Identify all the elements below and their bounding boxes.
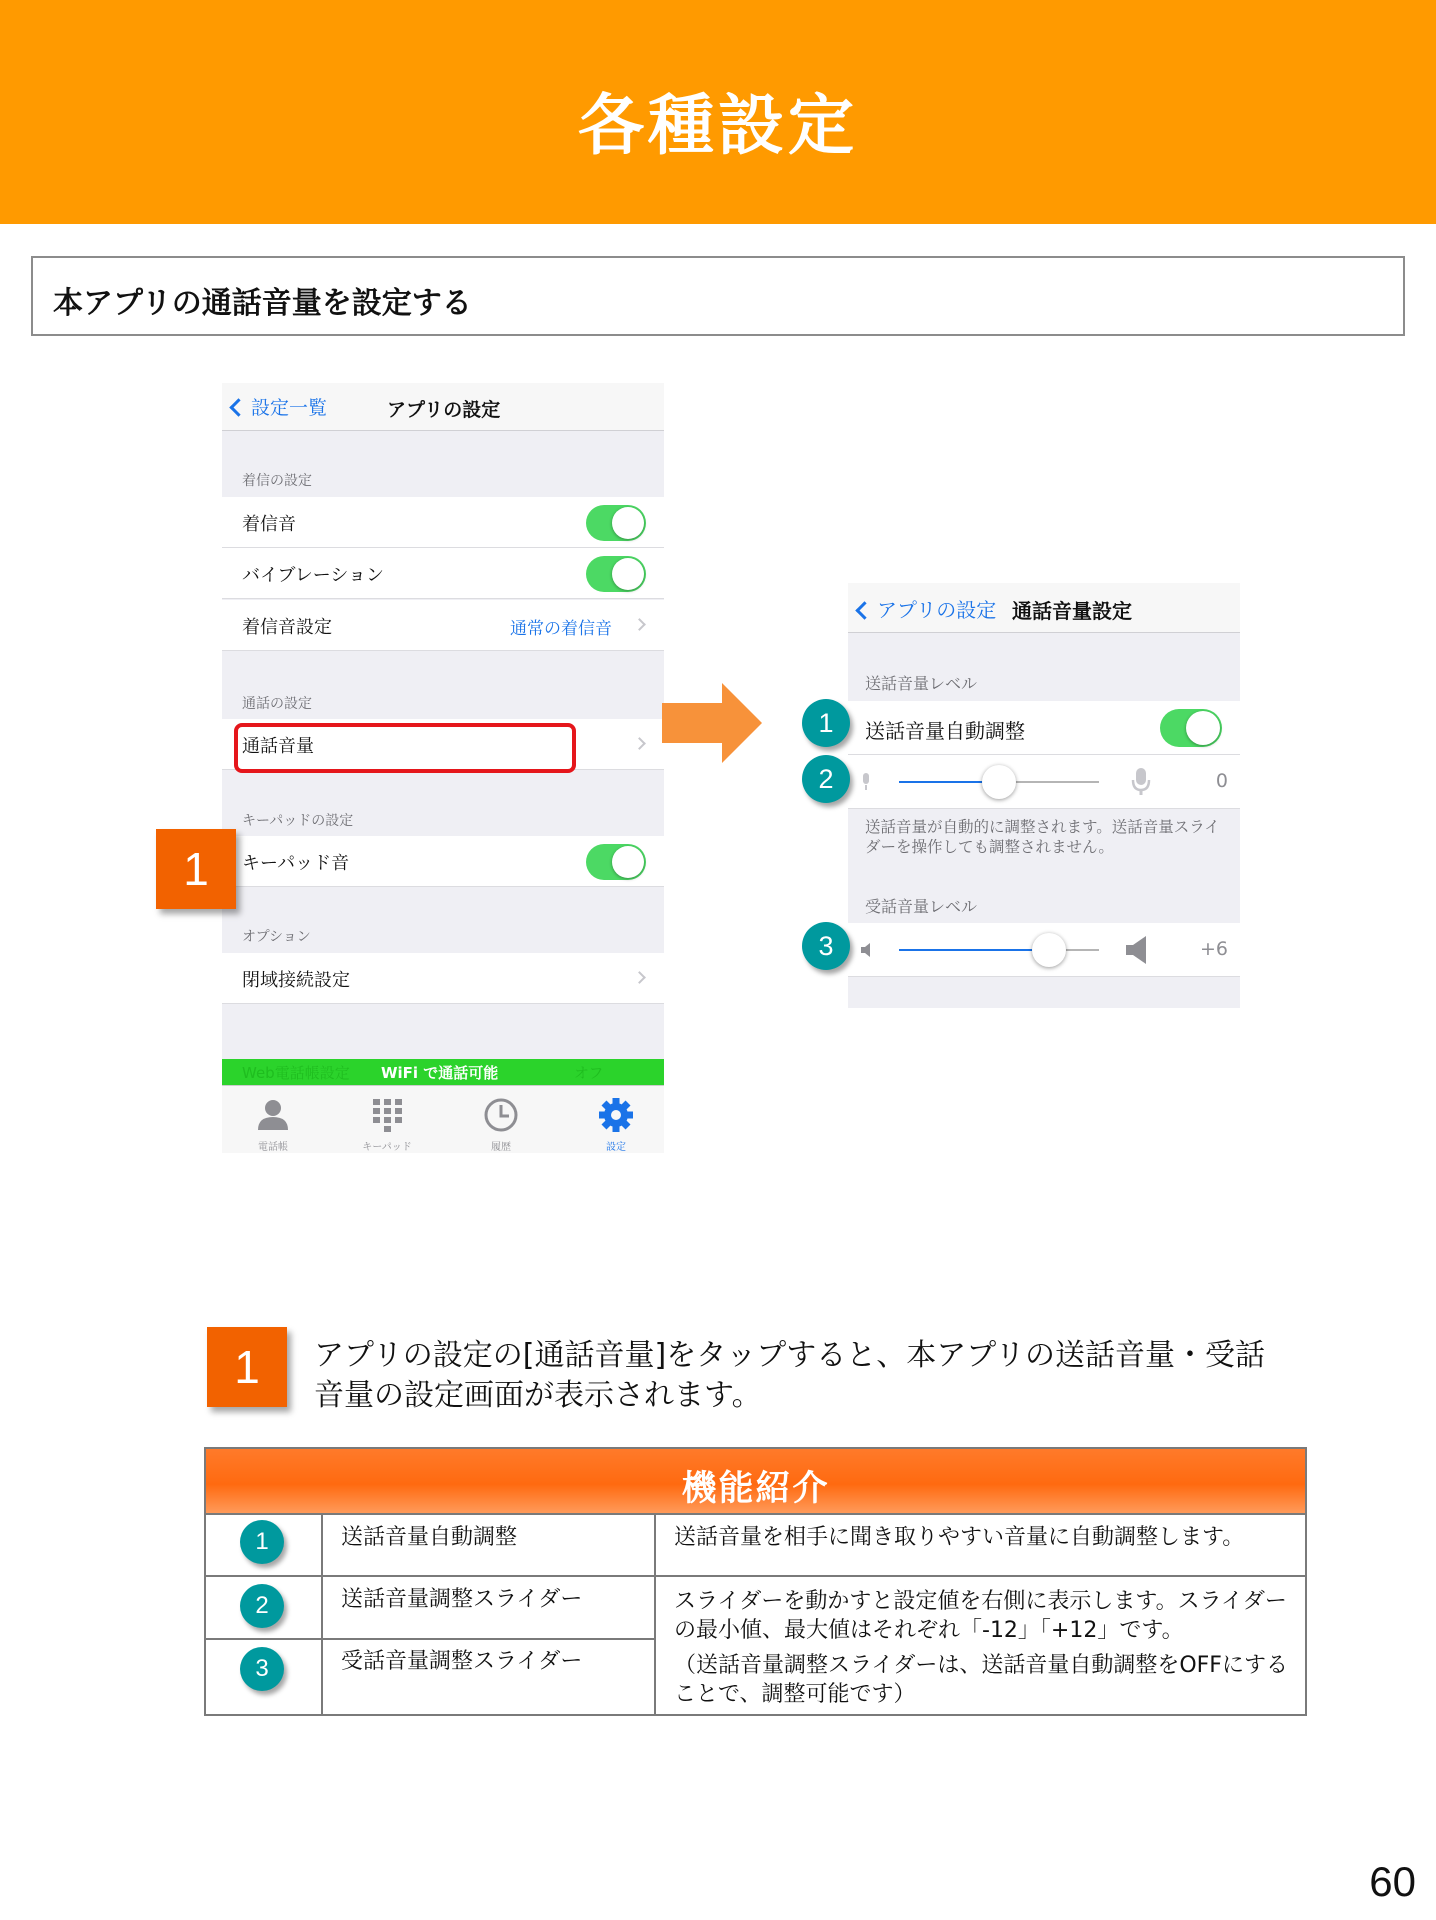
- marker-circle-2: 2: [802, 755, 850, 803]
- step-description: アプリの設定の[通話音量]をタップすると、本アプリの送話音量・受話音量の設定画面が表示されます。: [314, 1338, 1266, 1413]
- call-volume-screenshot: [848, 583, 1240, 1008]
- slider-thumb[interactable]: [1032, 933, 1066, 967]
- row-label: 通話音量: [242, 736, 314, 757]
- app-settings-screenshot: [222, 383, 664, 1153]
- tab-label: 設定: [606, 1142, 626, 1153]
- screen-title: アプリの設定: [387, 399, 501, 421]
- receive-volume-value: +6: [1199, 938, 1228, 960]
- row-label: バイブレーション: [242, 565, 385, 586]
- table-marker-3: 3: [240, 1647, 284, 1691]
- keypad-tone-toggle[interactable]: [586, 844, 646, 880]
- row-divider: [206, 1638, 654, 1640]
- row-label: 着信音設定: [242, 617, 332, 638]
- row-label: 着信音: [242, 514, 296, 535]
- toggle-knob: [612, 507, 644, 539]
- row-receive-slider: [848, 923, 1240, 977]
- group-label-call: 通話の設定: [242, 696, 312, 712]
- feature-desc: 送話音量を相手に聞き取りやすい音量に自動調整します。: [674, 1525, 1245, 1550]
- mic-small-icon: [859, 771, 873, 793]
- row-label: キーパッド音: [242, 853, 350, 874]
- auto-adjust-note: 送話音量が自動的に調整されます。送話音量スライダーを操作しても調整されません。: [865, 818, 1220, 856]
- back-button[interactable]: [232, 393, 327, 420]
- navbar: [848, 583, 1240, 633]
- send-level-label: 送話音量レベル: [865, 674, 978, 693]
- receive-level-label: 受話音量レベル: [865, 897, 978, 916]
- step-marker: 1: [207, 1327, 287, 1407]
- mic-large-icon: [1130, 767, 1152, 797]
- chevron-right-icon: [633, 618, 646, 631]
- send-volume-slider[interactable]: [899, 781, 1099, 783]
- chevron-left-icon: [855, 601, 873, 619]
- tab-label: 電話帳: [258, 1142, 288, 1153]
- table-marker-2: 2: [240, 1584, 284, 1628]
- auto-adjust-toggle[interactable]: [1160, 709, 1222, 747]
- column-divider: [654, 1515, 656, 1716]
- keypad-icon: [367, 1096, 407, 1134]
- toggle-knob: [612, 558, 644, 590]
- status-main-text: WiFi で通話可能: [381, 1064, 499, 1082]
- feature-name: 送話音量自動調整: [341, 1525, 518, 1550]
- row-ringtone-setting[interactable]: [222, 600, 664, 651]
- send-volume-value: 0: [1215, 770, 1228, 792]
- tab-history[interactable]: [461, 1086, 541, 1153]
- person-icon: [253, 1096, 293, 1134]
- tab-label: 履歴: [491, 1142, 511, 1153]
- status-right-text: オフ: [574, 1064, 604, 1082]
- speaker-small-icon: [860, 942, 872, 958]
- toggle-knob: [612, 846, 644, 878]
- wifi-status-bar: [222, 1059, 664, 1085]
- group-label-ring: 着信の設定: [242, 473, 312, 489]
- group-label-options: オプション: [242, 929, 311, 945]
- tab-bar: [222, 1085, 664, 1153]
- tab-label: キーパッド: [362, 1142, 412, 1153]
- ringtone-toggle[interactable]: [586, 505, 646, 541]
- feature-name: 送話音量調整スライダー: [341, 1587, 583, 1612]
- chevron-right-icon: [633, 971, 646, 984]
- chevron-right-icon: [633, 737, 646, 750]
- slider-thumb[interactable]: [982, 765, 1016, 799]
- slider-desc: スライダーを動かすと設定値を右側に表示します。スライダーの最小値、最大値はそれぞれ「-12」「+12」です。: [674, 1589, 1287, 1643]
- toggle-knob: [1186, 711, 1220, 745]
- vibration-toggle[interactable]: [586, 556, 646, 592]
- row-auto-adjust[interactable]: [848, 701, 1240, 755]
- speaker-large-icon: [1124, 935, 1148, 965]
- call-volume-highlight: [234, 723, 576, 773]
- back-label: 設定一覧: [251, 397, 328, 419]
- marker-circle-1: 1: [802, 699, 850, 747]
- column-divider: [321, 1515, 323, 1716]
- page-title: 各種設定: [578, 87, 858, 164]
- row-value: 通常の着信音: [510, 619, 612, 639]
- slider-note: （送話音量調整スライダーは、送話音量自動調整をOFFにすることで、調整可能です）: [674, 1653, 1288, 1707]
- navbar: [222, 383, 664, 431]
- table-marker-1: 1: [240, 1520, 284, 1564]
- row-label: 送話音量自動調整: [865, 719, 1025, 743]
- back-button[interactable]: [858, 594, 996, 623]
- tab-contacts[interactable]: [233, 1086, 313, 1153]
- marker-circle-3: 3: [802, 922, 850, 970]
- slider-fill: [899, 949, 1049, 951]
- clock-icon: [481, 1096, 521, 1134]
- page-number: 60: [1369, 1858, 1416, 1905]
- chevron-left-icon: [229, 398, 247, 416]
- row-closed-connection[interactable]: [222, 953, 664, 1004]
- row-ringtone[interactable]: [222, 497, 664, 548]
- row-send-slider: [848, 755, 1240, 809]
- group-label-keypad: キーパッドの設定: [242, 813, 354, 829]
- row-vibration[interactable]: [222, 548, 664, 599]
- page-header: [0, 0, 1436, 224]
- row-divider: [206, 1575, 1305, 1577]
- arrow-right-icon: [662, 683, 762, 763]
- screen-title: 通話音量設定: [1012, 599, 1132, 623]
- tab-settings[interactable]: [576, 1086, 656, 1153]
- receive-volume-slider[interactable]: [899, 949, 1099, 951]
- status-left-text: Web電話帳設定: [242, 1064, 350, 1082]
- table-header: [206, 1449, 1305, 1515]
- tab-keypad[interactable]: [347, 1086, 427, 1153]
- table-title: 機能紹介: [681, 1469, 830, 1509]
- section-heading-box: [31, 256, 1405, 336]
- row-label: 閉域接続設定: [242, 970, 350, 991]
- row-keypad-tone[interactable]: [222, 836, 664, 887]
- section-title: 本アプリの通話音量を設定する: [53, 286, 472, 321]
- gear-icon: [596, 1096, 636, 1134]
- feature-table: [204, 1447, 1307, 1716]
- back-label: アプリの設定: [877, 598, 997, 622]
- feature-name: 受話音量調整スライダー: [341, 1649, 583, 1674]
- step-marker: 1: [156, 829, 236, 909]
